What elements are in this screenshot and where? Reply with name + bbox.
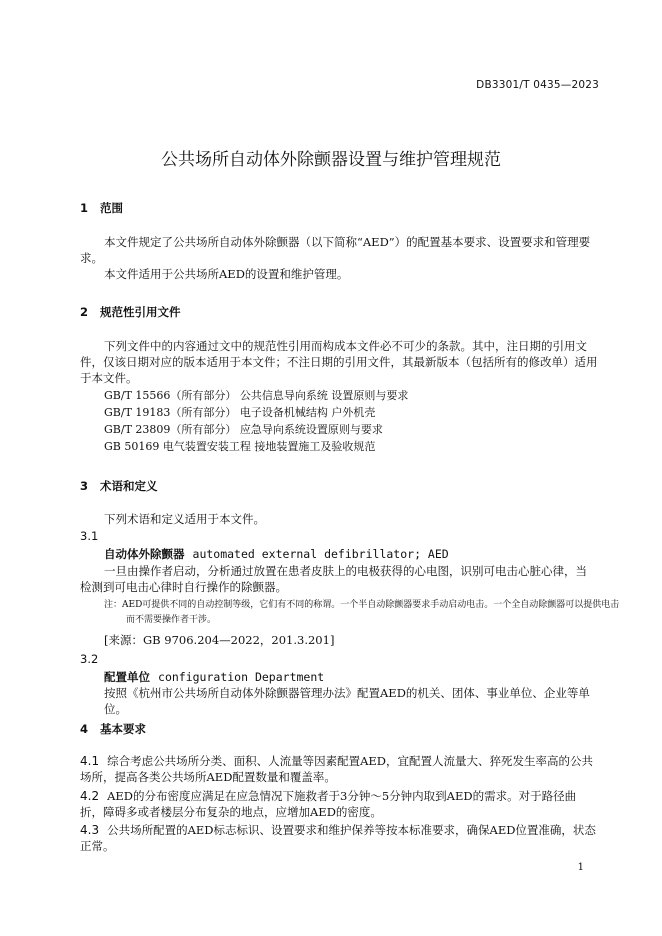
section-3-intro: 下列术语和定义适用于本文件。 xyxy=(104,512,265,526)
term-definition: 按照《杭州市公共场所自动体外除颤器管理办法》配置AED的机关、团体、事业单位、企业等单位。 xyxy=(104,686,590,716)
document-number: DB3301/T 0435—2023 xyxy=(476,79,599,91)
clause-number: 4.2 xyxy=(80,789,100,803)
term-chinese: 配置单位 xyxy=(104,670,150,684)
section-title: 范围 xyxy=(100,201,123,215)
term-english: automated external defibrillator; AED xyxy=(192,547,449,561)
section-number: 4 xyxy=(80,722,89,736)
term-source: [来源：GB 9706.204—2022，201.3.201] xyxy=(104,633,335,647)
normative-reference-list xyxy=(104,387,598,455)
section-number: 1 xyxy=(80,201,89,215)
page-number: 1 xyxy=(577,862,584,873)
clause-text: 公共场所配置的AED标志标识、设置要求和维护保养等按本标准要求，确保AED位置准确，状态正常。 xyxy=(80,823,596,853)
section-number: 3 xyxy=(80,479,89,493)
section-title: 基本要求 xyxy=(100,722,146,736)
term-number: 3.2 xyxy=(80,652,99,666)
requirement-clause xyxy=(80,753,598,785)
clause-text: AED的分布密度应满足在应急情况下施救者于3分钟～5分钟内取到AED的需求。对于路径曲折，障碍多或者楼层分布复杂的地点，应增加AED的密度。 xyxy=(80,789,577,819)
requirement-clause xyxy=(80,822,598,854)
clause-text: 综合考虑公共场所分类、面积、人流量等因素配置AED，宜配置人流量大、猝死发生率高的公共场所，提高各类公共场所AED配置数量和覆盖率。 xyxy=(80,754,594,784)
reference-item: GB/T 23809（所有部分） 应急导向系统设置原则与要求 xyxy=(104,423,383,436)
term-heading xyxy=(104,669,324,685)
note-label: 注： xyxy=(104,600,123,610)
reference-item: GB/T 19183（所有部分） 电子设备机械结构 户外机壳 xyxy=(104,406,376,419)
section-heading-2 xyxy=(80,304,181,320)
term-heading xyxy=(104,546,449,562)
requirement-clause xyxy=(80,788,598,820)
section-1-paragraph-1: 本文件规定了公共场所自动体外除颤器（以下简称“AED”）的配置基本要求、设置要求和管理要求。 xyxy=(80,235,591,265)
note-text: AED可提供不同的自动控制等级，它们有不同的称谓。一个半自动除颤器要求手动启动电击。一个全自动除颤器可以提供电击而不需要操作者干涉。 xyxy=(122,600,620,625)
term-number: 3.1 xyxy=(80,529,99,543)
term-note xyxy=(104,598,620,628)
section-title: 规范性引用文件 xyxy=(100,305,181,319)
term-definition: 一旦由操作者启动，分析通过放置在患者皮肤上的电极获得的心电图，识别可电击心脏心律，当检测到可电击心律时自行操作的除颤器。 xyxy=(80,564,587,594)
reference-item: GB/T 15566（所有部分） 公共信息导向系统 设置原则与要求 xyxy=(104,389,409,402)
section-heading-4 xyxy=(80,721,146,737)
section-number: 2 xyxy=(80,305,89,319)
section-heading-3 xyxy=(80,478,158,494)
section-heading-1 xyxy=(80,200,123,216)
page-title: 公共场所自动体外除颤器设置与维护管理规范 xyxy=(161,150,501,170)
section-1-paragraph-2: 本文件适用于公共场所AED的设置和维护管理。 xyxy=(104,267,349,281)
term-chinese: 自动体外除颤器 xyxy=(104,547,185,561)
clause-number: 4.1 xyxy=(80,754,100,768)
section-title: 术语和定义 xyxy=(100,479,158,493)
reference-item: GB 50169 电气装置安装工程 接地装置施工及验收规范 xyxy=(104,440,376,453)
section-2-paragraph: 下列文件中的内容通过文中的规范性引用而构成本文件必不可少的条款。其中，注日期的引用文件，仅该日期对应的版本适用于本文件；不注日期的引用文件，其最新版本（包括所有的修改单）适用于本文件。 xyxy=(80,339,598,385)
term-english: configuration Department xyxy=(158,670,325,684)
clause-number: 4.3 xyxy=(80,823,100,837)
